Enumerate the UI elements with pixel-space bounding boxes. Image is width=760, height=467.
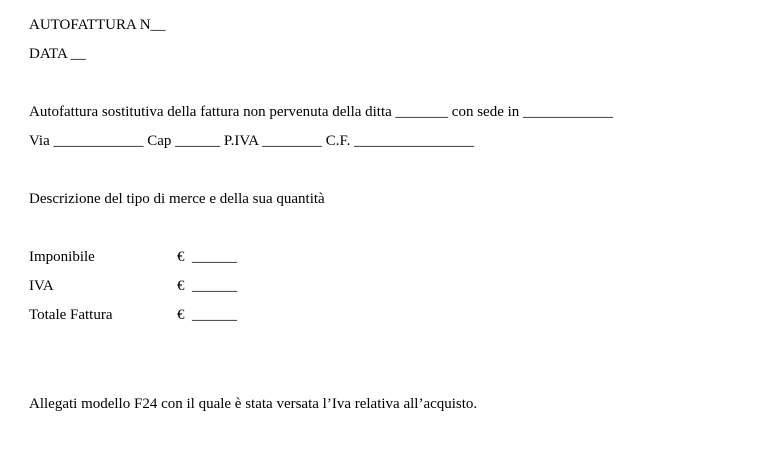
totals-row-totale bbox=[29, 306, 237, 378]
totals-label: Imponibile bbox=[29, 249, 95, 265]
invoice-number: AUTOFATTURA N__ bbox=[29, 17, 166, 33]
totals-value: € ______ bbox=[177, 307, 237, 323]
supplier-line-1: Autofattura sostitutiva della fattura non pervenuta della ditta _______ con sede in ____________ bbox=[29, 104, 614, 120]
totals-value: € ______ bbox=[177, 278, 237, 294]
attachments-note: Allegati modello F24 con il quale è stata versata l’Iva relativa all’acquisto. bbox=[29, 396, 478, 412]
totals-label: IVA bbox=[29, 278, 54, 294]
supplier-line-2: Via ____________ Cap ______ P.IVA ________ C.F. ________________ bbox=[29, 133, 475, 149]
invoice-date: DATA __ bbox=[29, 46, 86, 62]
goods-description: Descrizione del tipo di merce e della sua quantità bbox=[29, 191, 325, 207]
totals-value: € ______ bbox=[177, 249, 237, 265]
totals-label: Totale Fattura bbox=[29, 307, 113, 323]
